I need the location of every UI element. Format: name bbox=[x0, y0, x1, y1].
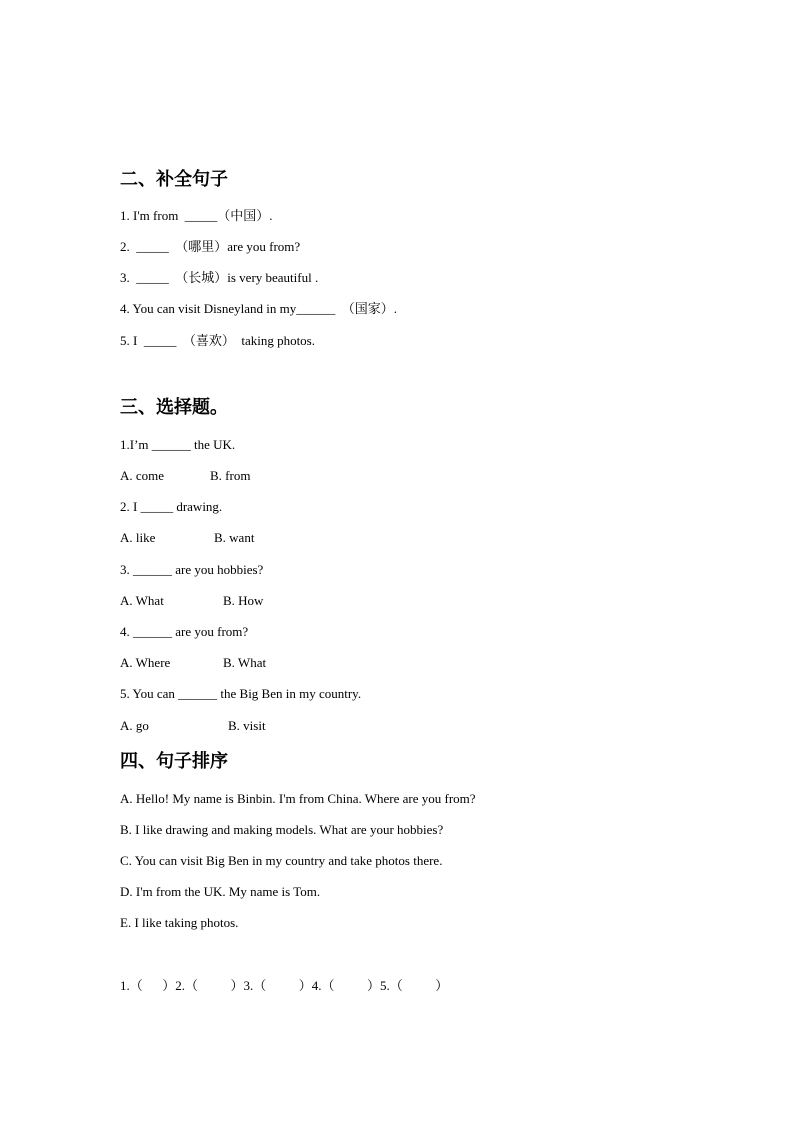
fill-item-2: 2. _____ （哪里）are you from? bbox=[120, 239, 301, 254]
fill-item-5: 5. I _____ （喜欢） taking photos. bbox=[120, 333, 315, 348]
choice-question-5: 5. You can ______ the Big Ben in my country. bbox=[120, 686, 362, 701]
order-sentence-b: B. I like drawing and making models. What are your hobbies? bbox=[120, 822, 444, 837]
order-sentence-e: E. I like taking photos. bbox=[120, 915, 239, 930]
order-answer-line: 1.（ ）2.（ ）3.（ ）4.（ ）5.（ ） bbox=[120, 978, 449, 993]
choice-option-b-4: B. What bbox=[223, 655, 267, 670]
fill-item-4: 4. You can visit Disneyland in my______ （国家）. bbox=[120, 301, 397, 316]
choice-option-a-5: A. go bbox=[120, 718, 149, 733]
choice-question-2: 2. I _____ drawing. bbox=[120, 499, 223, 514]
choice-option-a-2: A. like bbox=[120, 530, 156, 545]
choice-question-4: 4. ______ are you from? bbox=[120, 624, 249, 639]
choice-option-a-1: A. come bbox=[120, 468, 165, 483]
choice-option-a-4: A. Where bbox=[120, 655, 171, 670]
choice-option-a-3: A. What bbox=[120, 593, 164, 608]
order-sentence-c: C. You can visit Big Ben in my country and take photos there. bbox=[120, 853, 443, 868]
choice-option-b-3: B. How bbox=[223, 593, 264, 608]
fill-item-3: 3. _____ （长城）is very beautiful . bbox=[120, 270, 319, 285]
order-sentence-d: D. I'm from the UK. My name is Tom. bbox=[120, 884, 321, 899]
section-4-title: 四、句子排序 bbox=[120, 751, 228, 772]
order-sentence-a: A. Hello! My name is Binbin. I'm from China. Where are you from? bbox=[120, 791, 476, 806]
section-3-title: 三、选择题。 bbox=[120, 397, 228, 418]
choice-option-b-5: B. visit bbox=[228, 718, 266, 733]
choice-option-b-1: B. from bbox=[210, 468, 251, 483]
choice-question-1: 1.I’m ______ the UK. bbox=[120, 437, 236, 452]
section-2-title: 二、补全句子 bbox=[120, 169, 228, 190]
choice-option-b-2: B. want bbox=[214, 530, 255, 545]
fill-item-1: 1. I'm from _____（中国）. bbox=[120, 208, 273, 223]
choice-question-3: 3. ______ are you hobbies? bbox=[120, 562, 264, 577]
